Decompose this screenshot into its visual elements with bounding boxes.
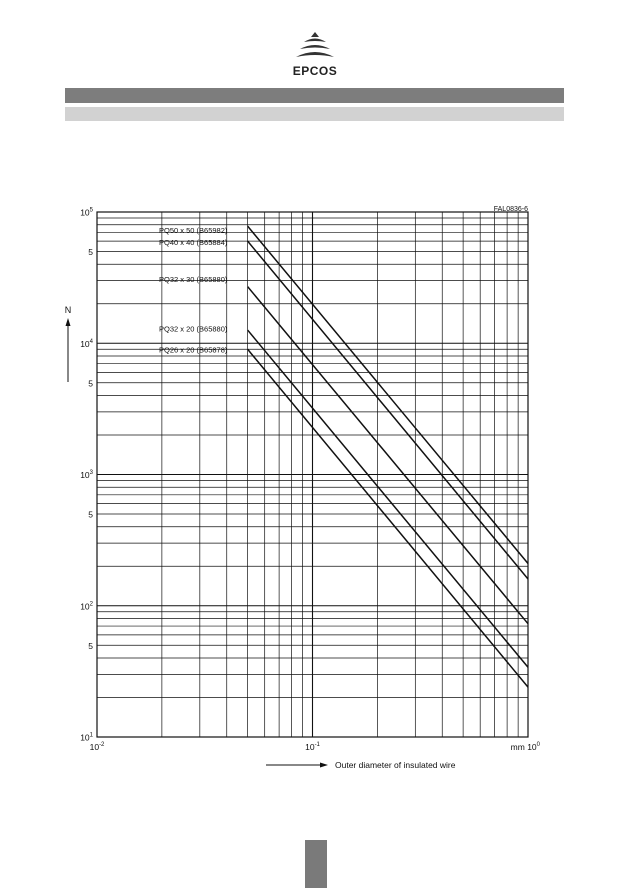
y-tick-label: 5 — [88, 378, 93, 389]
series-line — [248, 349, 528, 687]
y-axis-label: N — [64, 305, 72, 315]
series-line — [248, 241, 528, 579]
x-axis-arrow-head — [320, 763, 328, 768]
x-tick-label: $10^{-2}$ — [89, 742, 105, 752]
chart-code: FAL0836-6 — [493, 206, 528, 213]
series-line — [248, 226, 528, 563]
series-label: PQ32 x 30 (B65880) — [159, 274, 228, 284]
page-tab — [305, 840, 327, 888]
y-tick-label: 5 — [88, 247, 93, 258]
y-tick-label: $10^2$ — [80, 601, 93, 612]
brand-name: EPCOS — [292, 64, 338, 78]
series-line — [248, 330, 528, 667]
x-tick-label: $10^{-1}$ — [305, 742, 320, 752]
series-label: PQ40 x 40 (B65884) — [159, 238, 228, 248]
series-labels — [159, 226, 228, 354]
x-axis-label: Outer diameter of insulated wire — [335, 760, 456, 770]
series-label: PQ50 x 50 (B65982) — [159, 225, 228, 235]
series-label: PQ26 x 20 (B65878) — [159, 345, 228, 355]
series-label: PQ32 x 20 (B65880) — [159, 324, 228, 334]
y-tick-label: $10^1$ — [80, 732, 93, 743]
y-tick-label: 5 — [88, 509, 93, 520]
series-lines — [248, 226, 528, 687]
chart-grid — [97, 212, 528, 737]
series-line — [248, 287, 528, 624]
y-axis-arrow-head — [66, 318, 71, 326]
x-tick-label: mm $10^0$ — [510, 742, 540, 752]
y-tick-label: 5 — [88, 640, 93, 651]
tick-labels — [80, 208, 540, 753]
y-tick-label: $10^4$ — [80, 338, 93, 349]
y-tick-label: $10^5$ — [80, 207, 93, 218]
y-tick-label: $10^3$ — [80, 470, 93, 480]
